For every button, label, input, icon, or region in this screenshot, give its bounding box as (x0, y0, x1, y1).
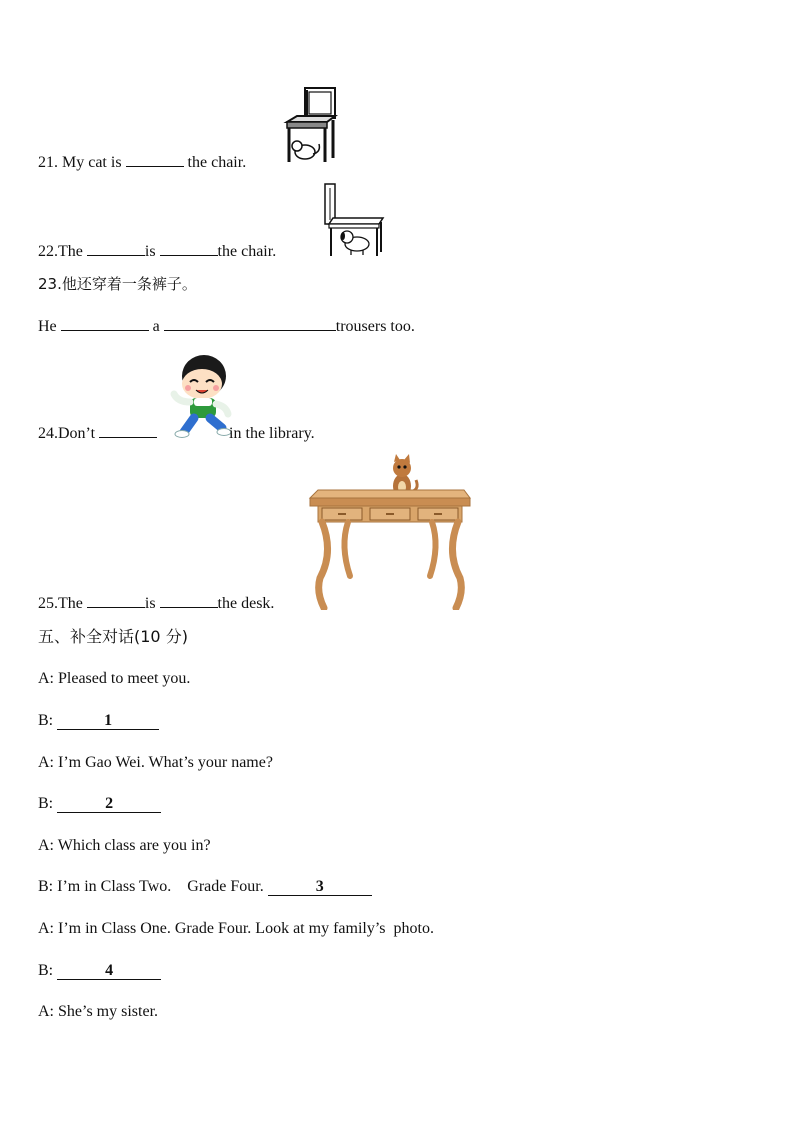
cat-on-desk-icon (308, 454, 472, 615)
dialogue-line (38, 877, 372, 897)
dialogue-line (38, 919, 434, 939)
answer-blank[interactable] (87, 241, 145, 256)
answer-blank[interactable] (99, 423, 157, 438)
dialogue-line (38, 1002, 158, 1022)
question-text: a (152, 318, 160, 335)
speaker-label: B: (38, 878, 54, 895)
question-text: trousers too. (335, 318, 415, 335)
dialogue-text: She’s my sister. (58, 1003, 159, 1020)
question-text: The (58, 595, 83, 612)
question-number: 24. (38, 425, 58, 442)
question-23 (38, 316, 415, 337)
dialogue-line (38, 669, 190, 689)
question-text: The (58, 243, 83, 260)
question-21 (38, 152, 246, 173)
question-text: the chair. (217, 243, 277, 260)
question-text: Don’t (58, 425, 96, 442)
dialogue-line (38, 836, 211, 856)
speaker-label: A: (38, 920, 54, 937)
answer-blank[interactable] (160, 241, 218, 256)
question-text: is (144, 243, 156, 260)
question-25 (38, 593, 274, 614)
dialogue-text: I’m in Class Two. Grade Four. (57, 878, 264, 895)
question-text: in the library. (229, 425, 315, 442)
dialogue-text: Pleased to meet you. (58, 670, 191, 687)
question-23-prompt: 23.他还穿着一条裤子。 (38, 275, 197, 293)
speaker-label: A: (38, 670, 54, 687)
dialogue-line (38, 753, 273, 773)
speaker-label: B: (38, 795, 54, 812)
question-number: 25. (38, 595, 58, 612)
speaker-label: B: (38, 712, 54, 729)
question-text: the desk. (217, 595, 275, 612)
answer-blank[interactable] (87, 593, 145, 608)
dialogue-line (38, 961, 161, 981)
question-text: He (38, 318, 57, 335)
answer-blank[interactable] (160, 593, 218, 608)
question-text: is (144, 595, 156, 612)
dialogue-text: I’m Gao Wei. What’s your name? (58, 754, 273, 771)
question-number: 21. (38, 154, 58, 171)
answer-blank-2[interactable]: 2 (57, 796, 161, 813)
speaker-label: A: (38, 1003, 54, 1020)
question-text: the chair. (187, 154, 247, 171)
dialogue-text: I’m in Class One. Grade Four. Look at my family’s photo. (58, 920, 434, 937)
section-heading: 五、补全对话(10 分) (38, 627, 188, 646)
speaker-label: B: (38, 962, 54, 979)
answer-blank-3[interactable]: 3 (268, 879, 372, 896)
dialogue-line (38, 711, 159, 731)
answer-blank[interactable] (126, 152, 184, 167)
question-22 (38, 241, 276, 262)
chair-with-cat-under-icon (283, 86, 339, 169)
answer-blank[interactable] (164, 316, 336, 331)
speaker-label: A: (38, 754, 54, 771)
answer-blank-4[interactable]: 4 (57, 963, 161, 980)
question-text: My cat is (62, 154, 122, 171)
speaker-label: A: (38, 837, 54, 854)
question-24 (38, 423, 315, 444)
answer-blank-1[interactable]: 1 (57, 713, 159, 730)
chair-with-dog-under-icon (321, 182, 385, 263)
dialogue-text: Which class are you in? (57, 837, 211, 854)
answer-blank[interactable] (61, 316, 149, 331)
dialogue-line (38, 794, 161, 814)
question-number: 22. (38, 243, 58, 260)
